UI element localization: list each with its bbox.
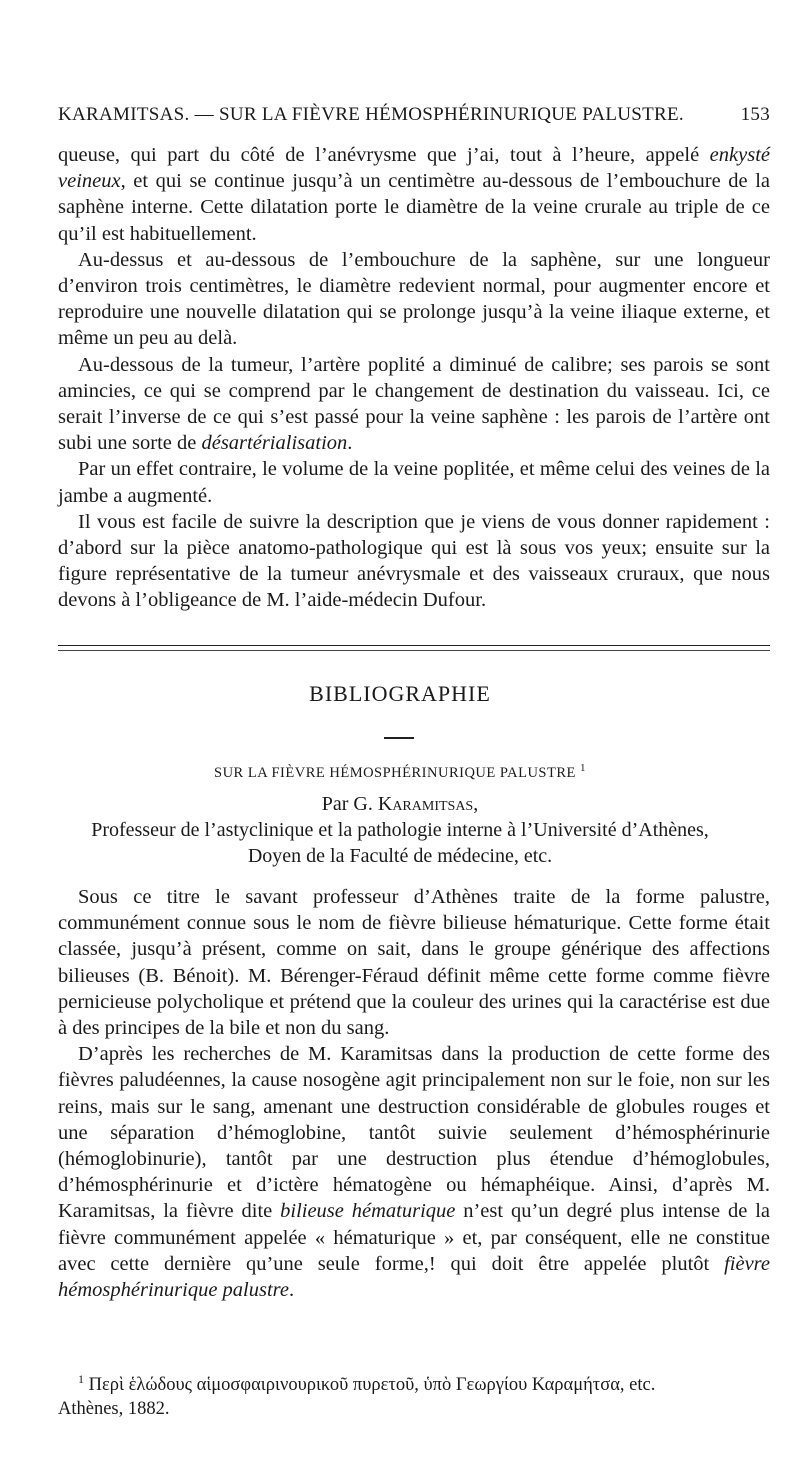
- footnote: [58, 1367, 770, 1421]
- author-block: [0, 791, 800, 869]
- subtitle-footnote-marker: 1: [580, 762, 586, 774]
- bibliography-title: BIBLIOGRAPHIE: [309, 681, 491, 706]
- paragraph-1-text-b: , et qui se continue jusqu’à un centimètre au-dessous de l’embouchure de la saphène interne. Cette dilatation porte le diamètre de la veine crurale au triple de ce qu’il est habituellement.: [58, 170, 770, 245]
- paragraph-3-text-b: .: [347, 432, 353, 455]
- paragraph-2: Au-dessus et au-dessous de l’embouchure de la saphène, sur une longueur d’environ trois centimètres, le diamètre redevient normal, pour augmenter encore et reproduire une nouvelle dilatation qui se prolonge jusqu’à la veine iliaque externe, et même un peu au delà.: [58, 248, 770, 350]
- subtitle-text: SUR LA FIÈVRE HÉMOSPHÉRINURIQUE PALUSTRE: [214, 764, 576, 781]
- paragraph-1-text-a: queuse, qui part du côté de l’anévrysme que j’ai, tout à l’heure, appelé: [58, 144, 710, 166]
- title-dash: [384, 737, 414, 739]
- review-paragraph-2-italic-2: fièvre hémosphérinurique palustre: [58, 1252, 770, 1302]
- section-rule-top: [58, 645, 770, 646]
- author-line-3: Doyen de la Faculté de médecine, etc.: [247, 845, 553, 867]
- review-paragraph-1: Sous ce titre le savant professeur d’Athènes traite de la forme palustre, communément connue sous le nom de fièvre bilieuse hématurique. Cette forme était classée, jusqu’à présent, comme on sait, dans le groupe générique des affections bilieuses (B. Bénoit). M. Bérenger-Féraud définit même cette forme comme fièvre pernicieuse polycholique et prétend que la couleur des urines qui la caractérise est due à des principes de la bile et non du sang.: [58, 886, 770, 1040]
- running-header: [58, 104, 770, 126]
- running-title: KARAMITSAS. — SUR LA FIÈVRE HÉMOSPHÉRINURIQUE PALUSTRE.: [58, 104, 684, 125]
- review-paragraph-2-text-b: n’est qu’un degré plus intense de la fièvre communément appelée « hématurique » et, par conséquent, elle ne constitue avec cette dernière qu’une seule forme,! qui doit être appelée plutôt: [58, 1200, 770, 1275]
- author-name: Karamitsas,: [377, 793, 479, 815]
- author-prefix: Par G.: [321, 793, 378, 815]
- bibliography-subtitle: [0, 762, 800, 782]
- paragraph-3: [58, 352, 770, 457]
- paragraph-1-italic: enkysté veineux: [58, 144, 770, 193]
- page-number: 153: [740, 104, 770, 125]
- paragraph-5: Il vous est facile de suivre la description que je viens de vous donner rapidement : d’abord sur la pièce anatomo-pathologique qui est là sous vos yeux; ensuite sur la figure représentative de la tumeur anévrysmale et des vaisseaux cruraux, que nous devons à l’obligeance de M. l’aide-médecin Dufour.: [58, 510, 770, 612]
- review-paragraph-2-text-c: .: [289, 1279, 295, 1302]
- review-text: [58, 884, 770, 1303]
- author-line-2: Professeur de l’astyclinique et la pathologie interne à l’Université d’Athènes,: [91, 819, 709, 841]
- footnote-line-2: Athènes, 1882.: [58, 1399, 170, 1420]
- footnote-line-1: [58, 1367, 770, 1397]
- review-paragraph-2: [58, 1041, 770, 1303]
- review-paragraph-2-text-a: D’après les recherches de M. Karamitsas dans la production de cette forme des fièvres paludéennes, la cause nosogène agit principalement non sur le foie, non sur les reins, mais sur le sang, amenant une destruction considérable de globules rouges et une séparation d’hémoglobine, tantôt suivie seulement d’hémosphérinurie (hémoglobinurie), tantôt par une destruction plus étendue d’hémoglobules, d’hémosphérinurie et d’ictère hématogène ou hémaphéique. Ainsi, d’après M. Karamitsas, la fièvre dite: [58, 1043, 770, 1223]
- paragraph-3-italic: désartérialisation: [201, 432, 348, 455]
- footnote-text: Περὶ ἑλώδους αἱμοσφαιρινουρικοῦ πυρετοῦ, ὑπὸ Γεωργίου Καραμήτσα, etc.: [88, 1375, 656, 1396]
- paragraph-1: [58, 142, 770, 247]
- author-line-1: [0, 791, 800, 817]
- paragraph-3-text-a: Au-dessous de la tumeur, l’artère poplité a diminué de calibre; ses parois se sont amincies, ce qui se comprend par le changement de destination du vaisseau. Ici, ce serait l’inverse de ce qui s’est passé pour la veine saphène : les parois de l’artère ont subi une sorte de: [58, 353, 770, 455]
- body-text-top: [58, 142, 770, 614]
- section-rule-bottom: [58, 650, 770, 651]
- paragraph-4: Par un effet contraire, le volume de la veine poplitée, et même celui des veines de la jambe a augmenté.: [58, 458, 770, 507]
- review-paragraph-2-italic-1: bilieuse hématurique: [280, 1200, 456, 1223]
- footnote-marker: 1: [78, 1372, 84, 1386]
